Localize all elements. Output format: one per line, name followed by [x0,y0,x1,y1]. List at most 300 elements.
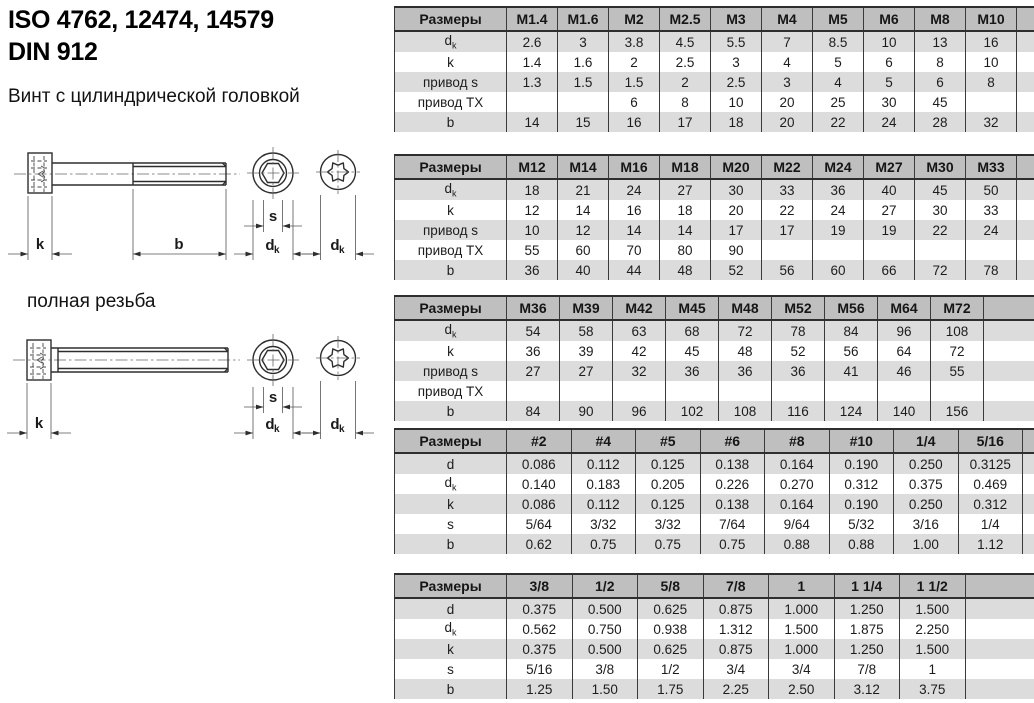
value-cell: 10 [966,52,1017,72]
value-cell: 0.500 [572,639,638,659]
table-row [395,92,1034,112]
value-cell: 27 [560,361,613,381]
value-cell: 3/8 [572,659,638,679]
value-cell: 1.75 [638,679,704,699]
table-row [395,361,1034,381]
page-title [8,4,274,68]
value-cell: 30 [864,92,915,112]
value-cell: 0.138 [700,453,765,474]
header-row [395,574,1034,598]
size-column-header: Размеры [395,429,507,453]
table-row [395,341,1034,361]
dim-label-b: b [174,236,184,253]
table-row [395,534,1034,554]
value-cell: 1.250 [834,598,900,619]
value-cell: 46 [878,361,931,381]
dim-arrow [256,405,264,410]
value-cell: 0.190 [829,453,894,474]
table-row [395,639,1034,659]
dim-arrow [20,431,28,436]
row-label: $d_k$ [395,179,507,200]
value-cell [666,381,719,401]
value-cell: 18 [660,200,711,220]
column-header: #5 [636,429,701,453]
dim-label-s: s [268,389,278,406]
value-cell: 32 [966,112,1017,132]
table-row [395,52,1034,72]
value-cell: 36 [719,361,772,381]
row-tail-cell [1017,200,1034,220]
dim-label-dk: d [330,416,340,433]
column-header: M64 [878,296,931,320]
screw-drawing-full-thread [0,327,390,457]
value-cell: 36 [666,361,719,381]
dim-arrow [52,252,60,257]
size-column-header: Размеры [395,155,507,179]
column-header: M52 [772,296,825,320]
value-cell: 5/32 [829,514,894,534]
value-cell: 0.125 [636,453,701,474]
row-tail-cell [1017,31,1034,52]
value-cell: 90 [560,401,613,421]
row-label: d [395,453,507,474]
spec-table-metric-medium [394,154,1034,280]
value-cell: 27 [507,361,560,381]
dim-arrow [283,405,291,410]
value-cell: 0.164 [765,453,830,474]
column-header: M56 [825,296,878,320]
value-cell: 0.164 [765,494,830,514]
value-cell: 36 [813,179,864,200]
row-label: d [395,598,507,619]
value-cell: 33 [762,179,813,200]
table-row [395,320,1034,341]
value-cell [864,240,915,260]
value-cell: 44 [609,260,660,280]
value-cell: 0.125 [636,494,701,514]
value-cell: 14 [507,112,558,132]
header-tail-cell [1017,7,1034,31]
value-cell [507,381,560,401]
column-header: M8 [915,7,966,31]
value-cell [915,240,966,260]
value-cell: 3/16 [894,514,959,534]
value-cell: 17 [711,220,762,240]
value-cell [825,381,878,401]
value-cell: 17 [660,112,711,132]
column-header: M20 [711,155,762,179]
header-row [395,155,1034,179]
value-cell: 0.375 [507,598,573,619]
value-cell: 0.75 [636,534,701,554]
dim-arrow [293,431,301,436]
row-tail-cell [965,659,1034,679]
value-cell: 36 [507,260,558,280]
value-cell: 2 [609,52,660,72]
value-cell: 45 [915,179,966,200]
value-cell: 0.469 [958,474,1023,494]
value-cell: 45 [915,92,966,112]
column-header: #4 [571,429,636,453]
table-row [395,494,1034,514]
column-header: M2 [609,7,660,31]
value-cell: 13 [915,31,966,52]
value-cell: 8.5 [813,31,864,52]
value-cell: 5 [813,52,864,72]
value-cell: 7 [762,31,813,52]
column-header: M48 [719,296,772,320]
row-label: привод s [395,361,507,381]
value-cell [878,381,931,401]
value-cell: 2 [660,72,711,92]
value-cell: 0.086 [507,453,572,474]
row-tail-cell [984,341,1034,361]
row-label: k [395,494,507,514]
standard-iso-title: ISO 4762, 12474, 14579 [8,6,274,34]
dim-arrow [256,224,264,229]
value-cell: 1.000 [769,639,835,659]
row-label: привод TX [395,240,507,260]
value-cell: 5 [864,72,915,92]
row-tail-cell [1023,453,1034,474]
row-tail-cell [965,679,1034,699]
value-cell: 2.250 [900,619,966,639]
value-cell: 21 [558,179,609,200]
spec-table-metric-large [394,295,1034,421]
column-header: #6 [700,429,765,453]
value-cell: 0.205 [636,474,701,494]
value-cell: 1.875 [834,619,900,639]
value-cell: 0.750 [572,619,638,639]
value-cell: 1.3 [507,72,558,92]
value-cell: 48 [660,260,711,280]
value-cell: 1 [900,659,966,679]
table-row [395,240,1034,260]
column-header: M18 [660,155,711,179]
value-cell: 3/4 [703,659,769,679]
value-cell: 0.938 [638,619,704,639]
dim-arrow [133,252,141,257]
column-header: 3/8 [507,574,573,598]
row-tail-cell [1023,494,1034,514]
value-cell: 0.88 [829,534,894,554]
value-cell: 36 [772,361,825,381]
value-cell: 7/64 [700,514,765,534]
row-tail-cell [984,320,1034,341]
standard-din-title: DIN 912 [8,38,98,66]
value-cell: 25 [813,92,864,112]
value-cell: 70 [609,240,660,260]
value-cell: 78 [772,320,825,341]
value-cell: 1.000 [769,598,835,619]
column-header: 1 1/4 [834,574,900,598]
row-label: k [395,639,507,659]
value-cell: 0.312 [958,494,1023,514]
value-cell: 0.562 [507,619,573,639]
row-label: b [395,679,507,699]
row-label: привод s [395,220,507,240]
spec-tables-panel [394,0,1034,703]
value-cell: 0.270 [765,474,830,494]
dim-arrow [51,431,59,436]
value-cell: 24 [813,200,864,220]
value-cell: 96 [613,401,666,421]
value-cell [772,381,825,401]
value-cell: 33 [966,200,1017,220]
value-cell: 96 [878,320,931,341]
column-header: M3 [711,7,762,31]
value-cell: 84 [825,320,878,341]
value-cell: 78 [966,260,1017,280]
value-cell: 2.50 [769,679,835,699]
size-column-header: Размеры [395,574,507,598]
column-header: 1/4 [894,429,959,453]
value-cell: 24 [864,112,915,132]
value-cell: 19 [864,220,915,240]
row-tail-cell [1023,474,1034,494]
dim-arrow [356,431,364,436]
value-cell: 12 [507,200,558,220]
value-cell [966,240,1017,260]
dim-arrow [283,224,291,229]
value-cell [931,381,984,401]
value-cell: 2.5 [711,72,762,92]
table-row [395,659,1034,679]
value-cell: 3/32 [636,514,701,534]
value-cell: 1.5 [609,72,660,92]
header-row [395,7,1034,31]
value-cell: 28 [915,112,966,132]
value-cell: 116 [772,401,825,421]
column-header: M12 [507,155,558,179]
size-column-header: Размеры [395,7,507,31]
row-label: привод TX [395,381,507,401]
row-label: $d_k$ [395,31,507,52]
spec-table-inch-large [394,573,1034,699]
hex-socket-end-view [247,334,299,386]
header-row [395,429,1034,453]
row-tail-cell [1017,52,1034,72]
value-cell: 6 [864,52,915,72]
value-cell: 1.500 [769,619,835,639]
dim-arrow [356,252,364,257]
value-cell: 0.312 [829,474,894,494]
value-cell: 2.25 [703,679,769,699]
value-cell: 72 [719,320,772,341]
row-label: b [395,112,507,132]
screw-drawing-partial-thread [0,142,390,294]
column-header: M45 [666,296,719,320]
value-cell: 0.625 [638,639,704,659]
header-row [395,296,1034,320]
value-cell: 102 [666,401,719,421]
value-cell: 0.250 [894,453,959,474]
column-header: M24 [813,155,864,179]
column-header: M5 [813,7,864,31]
value-cell: 1.50 [572,679,638,699]
value-cell: 0.3125 [958,453,1023,474]
column-header: M1.4 [507,7,558,31]
value-cell: 48 [719,341,772,361]
table-row [395,72,1034,92]
dim-arrow [246,252,254,257]
row-tail-cell [1023,534,1034,554]
value-cell: 68 [666,320,719,341]
column-header: M42 [613,296,666,320]
value-cell [613,381,666,401]
column-header: 7/8 [703,574,769,598]
value-cell: 1.5 [558,72,609,92]
column-header: M72 [931,296,984,320]
value-cell: 16 [966,31,1017,52]
value-cell: 56 [825,341,878,361]
value-cell: 55 [931,361,984,381]
row-label: s [395,514,507,534]
size-column-header: Размеры [395,296,507,320]
value-cell: 84 [507,401,560,421]
value-cell: 22 [915,220,966,240]
column-header: M6 [864,7,915,31]
value-cell: 0.190 [829,494,894,514]
value-cell: 18 [711,112,762,132]
value-cell: 0.375 [507,639,573,659]
dim-label-k: k [34,415,44,432]
value-cell: 36 [507,341,560,361]
value-cell: 45 [666,341,719,361]
dim-label-dk: d [265,416,275,433]
dim-arrow [313,252,321,257]
value-cell [966,92,1017,112]
value-cell: 0.138 [700,494,765,514]
dim-arrow [219,252,227,257]
dim-label-k: k [35,236,45,253]
column-header: 1 1/2 [900,574,966,598]
value-cell: 22 [762,200,813,220]
table-row [395,112,1034,132]
dim-label-dk: d [330,237,340,254]
table-row [395,260,1034,280]
column-header: M14 [558,155,609,179]
dim-label-dk-sub: k [339,245,345,256]
row-tail-cell [1017,240,1034,260]
row-tail-cell [984,361,1034,381]
value-cell: 40 [558,260,609,280]
value-cell: 0.62 [507,534,572,554]
value-cell: 56 [762,260,813,280]
value-cell: 30 [711,179,762,200]
value-cell: 66 [864,260,915,280]
column-header: M33 [966,155,1017,179]
value-cell: 1/2 [638,659,704,679]
column-header: #10 [829,429,894,453]
hex-socket-end-view [247,147,299,199]
value-cell [762,240,813,260]
value-cell: 5.5 [711,31,762,52]
header-tail-cell [984,296,1034,320]
value-cell: 39 [560,341,613,361]
row-label: $d_k$ [395,320,507,341]
value-cell: 3.75 [900,679,966,699]
column-header: #2 [507,429,572,453]
table-row [395,679,1034,699]
row-label: b [395,401,507,421]
table-row [395,31,1034,52]
value-cell: 30 [915,200,966,220]
value-cell: 0.086 [507,494,572,514]
value-cell: 0.112 [571,494,636,514]
value-cell: 72 [931,341,984,361]
value-cell: 3 [711,52,762,72]
value-cell: 0.75 [700,534,765,554]
value-cell: 4.5 [660,31,711,52]
value-cell: 12 [558,220,609,240]
value-cell: 0.112 [571,453,636,474]
column-header: M2.5 [660,7,711,31]
value-cell: 27 [864,200,915,220]
value-cell: 0.875 [703,639,769,659]
dim-arrow [246,431,254,436]
column-header: 1/2 [572,574,638,598]
column-header: M16 [609,155,660,179]
row-tail-cell [1023,514,1034,534]
value-cell: 52 [711,260,762,280]
value-cell: 63 [613,320,666,341]
value-cell: 156 [931,401,984,421]
value-cell: 2.6 [507,31,558,52]
value-cell: 52 [772,341,825,361]
value-cell: 90 [711,240,762,260]
table-row [395,619,1034,639]
row-label: k [395,52,507,72]
table-row [395,220,1034,240]
value-cell: 1.00 [894,534,959,554]
row-label: k [395,200,507,220]
row-tail-cell [1017,179,1034,200]
value-cell: 24 [609,179,660,200]
value-cell: 1.6 [558,52,609,72]
value-cell: 41 [825,361,878,381]
value-cell: 0.183 [571,474,636,494]
header-tail-cell [965,574,1034,598]
column-header: M22 [762,155,813,179]
table-row [395,401,1034,421]
dim-label-dk-sub: k [274,424,280,435]
row-label: k [395,341,507,361]
torx-end-view [316,150,360,194]
value-cell: 0.875 [703,598,769,619]
value-cell: 16 [609,200,660,220]
value-cell: 24 [966,220,1017,240]
value-cell: 64 [878,341,931,361]
value-cell: 17 [762,220,813,240]
row-label: привод TX [395,92,507,112]
product-subtitle: Винт с цилиндрической головкой [8,86,300,107]
row-label: привод s [395,72,507,92]
value-cell: 50 [966,179,1017,200]
value-cell: 1.312 [703,619,769,639]
value-cell: 22 [813,112,864,132]
row-tail-cell [1017,92,1034,112]
value-cell [719,381,772,401]
value-cell: 55 [507,240,558,260]
value-cell: 0.226 [700,474,765,494]
table-row [395,453,1034,474]
row-tail-cell [1017,112,1034,132]
value-cell: 4 [762,52,813,72]
value-cell: 27 [660,179,711,200]
value-cell: 20 [762,112,813,132]
column-header: M39 [560,296,613,320]
